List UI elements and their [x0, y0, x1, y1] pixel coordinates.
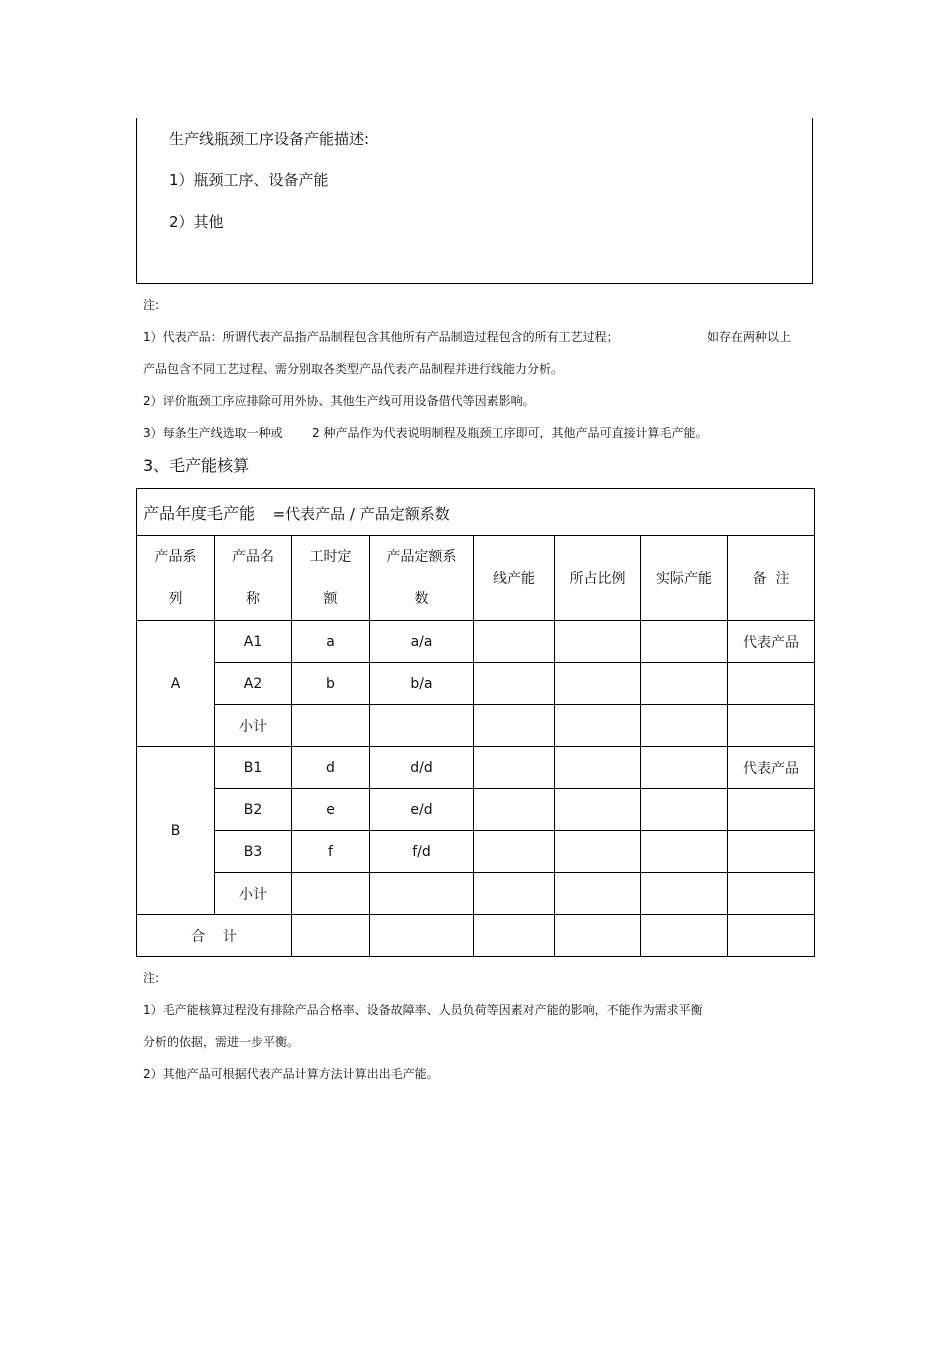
cell-empty: [555, 915, 641, 957]
table-row: [137, 831, 815, 873]
table-title-main: 产品年度毛产能: [143, 503, 256, 523]
table-row: [137, 873, 815, 915]
table-row: [137, 663, 815, 705]
cell-name: A2: [215, 663, 292, 705]
cell-ratio: [555, 747, 641, 789]
cell-empty: [728, 915, 815, 957]
table-row: [137, 747, 815, 789]
group-b-label: B: [137, 747, 215, 915]
header-remark: 备 注: [728, 536, 815, 621]
cell-subtotal-label: 小计: [215, 873, 292, 915]
header-hours: [292, 536, 370, 621]
cell-empty: [641, 915, 728, 957]
header-series: [137, 536, 215, 621]
box-item-2: 2）其他: [169, 213, 224, 231]
cell-line-capacity: [474, 747, 555, 789]
capacity-table: [136, 488, 815, 957]
cell-empty: [728, 873, 815, 915]
table-row-total: [137, 915, 815, 957]
notes1-line4a: 3）每条生产线选取一种或: [143, 426, 283, 440]
description-box: [136, 118, 813, 284]
notes1-line1a: 1）代表产品：所谓代表产品指产品制程包含其他所有产品制造过程包含的所有工艺过程；: [143, 330, 619, 344]
header-series-line1: 产品系: [154, 549, 197, 565]
cell-remark: 代表产品: [728, 621, 815, 663]
cell-subtotal-label: 小计: [215, 705, 292, 747]
cell-coef: e/d: [370, 789, 474, 831]
header-hours-line2: 额: [323, 591, 338, 607]
table-row: [137, 705, 815, 747]
cell-empty: [292, 705, 370, 747]
cell-remark: [728, 789, 815, 831]
cell-name: B1: [215, 747, 292, 789]
cell-ratio: [555, 621, 641, 663]
section-heading: 3、毛产能核算: [143, 456, 250, 475]
table-row: [137, 621, 815, 663]
cell-name: B3: [215, 831, 292, 873]
cell-empty: [292, 915, 370, 957]
cell-ratio: [555, 831, 641, 873]
cell-line-capacity: [474, 831, 555, 873]
cell-hours: d: [292, 747, 370, 789]
cell-empty: [292, 873, 370, 915]
header-actual: 实际产能: [641, 536, 728, 621]
cell-coef: a/a: [370, 621, 474, 663]
table-title-formula: =代表产品 / 产品定额系数: [272, 504, 450, 523]
cell-coef: d/d: [370, 747, 474, 789]
cell-empty: [641, 705, 728, 747]
cell-name: A1: [215, 621, 292, 663]
cell-empty: [555, 873, 641, 915]
notes2-label: 注:: [143, 971, 160, 985]
cell-line-capacity: [474, 621, 555, 663]
notes1-label: 注:: [143, 298, 160, 312]
cell-empty: [728, 705, 815, 747]
notes1-line2: 产品包含不同工艺过程、需分别取各类型产品代表产品制程并进行线能力分析。: [143, 362, 564, 376]
cell-actual: [641, 747, 728, 789]
cell-line-capacity: [474, 663, 555, 705]
cell-empty: [474, 873, 555, 915]
cell-remark: [728, 663, 815, 705]
header-coef-line2: 数: [414, 591, 429, 607]
group-a-label: A: [137, 621, 215, 747]
cell-actual: [641, 663, 728, 705]
notes2-line2: 分析的依据，需进一步平衡。: [143, 1035, 300, 1049]
table-row: [137, 789, 815, 831]
header-coef-line1: 产品定额系: [386, 549, 457, 565]
cell-empty: [370, 873, 474, 915]
notes1-line4b: 2 种产品作为代表说明制程及瓶颈工序即可，其他产品可直接计算毛产能。: [312, 426, 708, 440]
cell-coef: f/d: [370, 831, 474, 873]
header-hours-line1: 工时定: [309, 549, 352, 565]
header-name-line1: 产品名: [232, 549, 274, 565]
header-name-line2: 称: [246, 591, 260, 607]
cell-empty: [641, 873, 728, 915]
cell-coef: b/a: [370, 663, 474, 705]
cell-hours: b: [292, 663, 370, 705]
notes1-line3: 2）评价瓶颈工序应排除可用外协、其他生产线可用设备借代等因素影响。: [143, 394, 535, 408]
cell-empty: [555, 705, 641, 747]
header-series-line2: 列: [168, 591, 183, 607]
cell-hours: f: [292, 831, 370, 873]
box-item-1: 1）瓶颈工序、设备产能: [169, 171, 329, 189]
box-title: 生产线瓶颈工序设备产能描述:: [169, 130, 370, 148]
cell-empty: [370, 705, 474, 747]
cell-hours: a: [292, 621, 370, 663]
cell-actual: [641, 789, 728, 831]
notes2-line3: 2）其他产品可根据代表产品计算方法计算出出毛产能。: [143, 1067, 439, 1081]
cell-ratio: [555, 789, 641, 831]
notes1-line1b: 如存在两种以上: [707, 330, 792, 344]
header-ratio: 所占比例: [555, 536, 641, 621]
header-coef: [370, 536, 474, 621]
cell-ratio: [555, 663, 641, 705]
cell-empty: [474, 705, 555, 747]
cell-empty: [370, 915, 474, 957]
cell-empty: [474, 915, 555, 957]
total-label: 合 计: [137, 915, 292, 957]
header-name: [215, 536, 292, 621]
cell-remark: [728, 831, 815, 873]
cell-actual: [641, 831, 728, 873]
header-line-capacity: 线产能: [474, 536, 555, 621]
notes2-line1: 1）毛产能核算过程没有排除产品合格率、设备故障率、人员负荷等因素对产能的影响，不能作为需求平衡: [143, 1003, 703, 1017]
cell-line-capacity: [474, 789, 555, 831]
table-title: [137, 489, 815, 536]
cell-actual: [641, 621, 728, 663]
cell-name: B2: [215, 789, 292, 831]
cell-remark: 代表产品: [728, 747, 815, 789]
cell-hours: e: [292, 789, 370, 831]
